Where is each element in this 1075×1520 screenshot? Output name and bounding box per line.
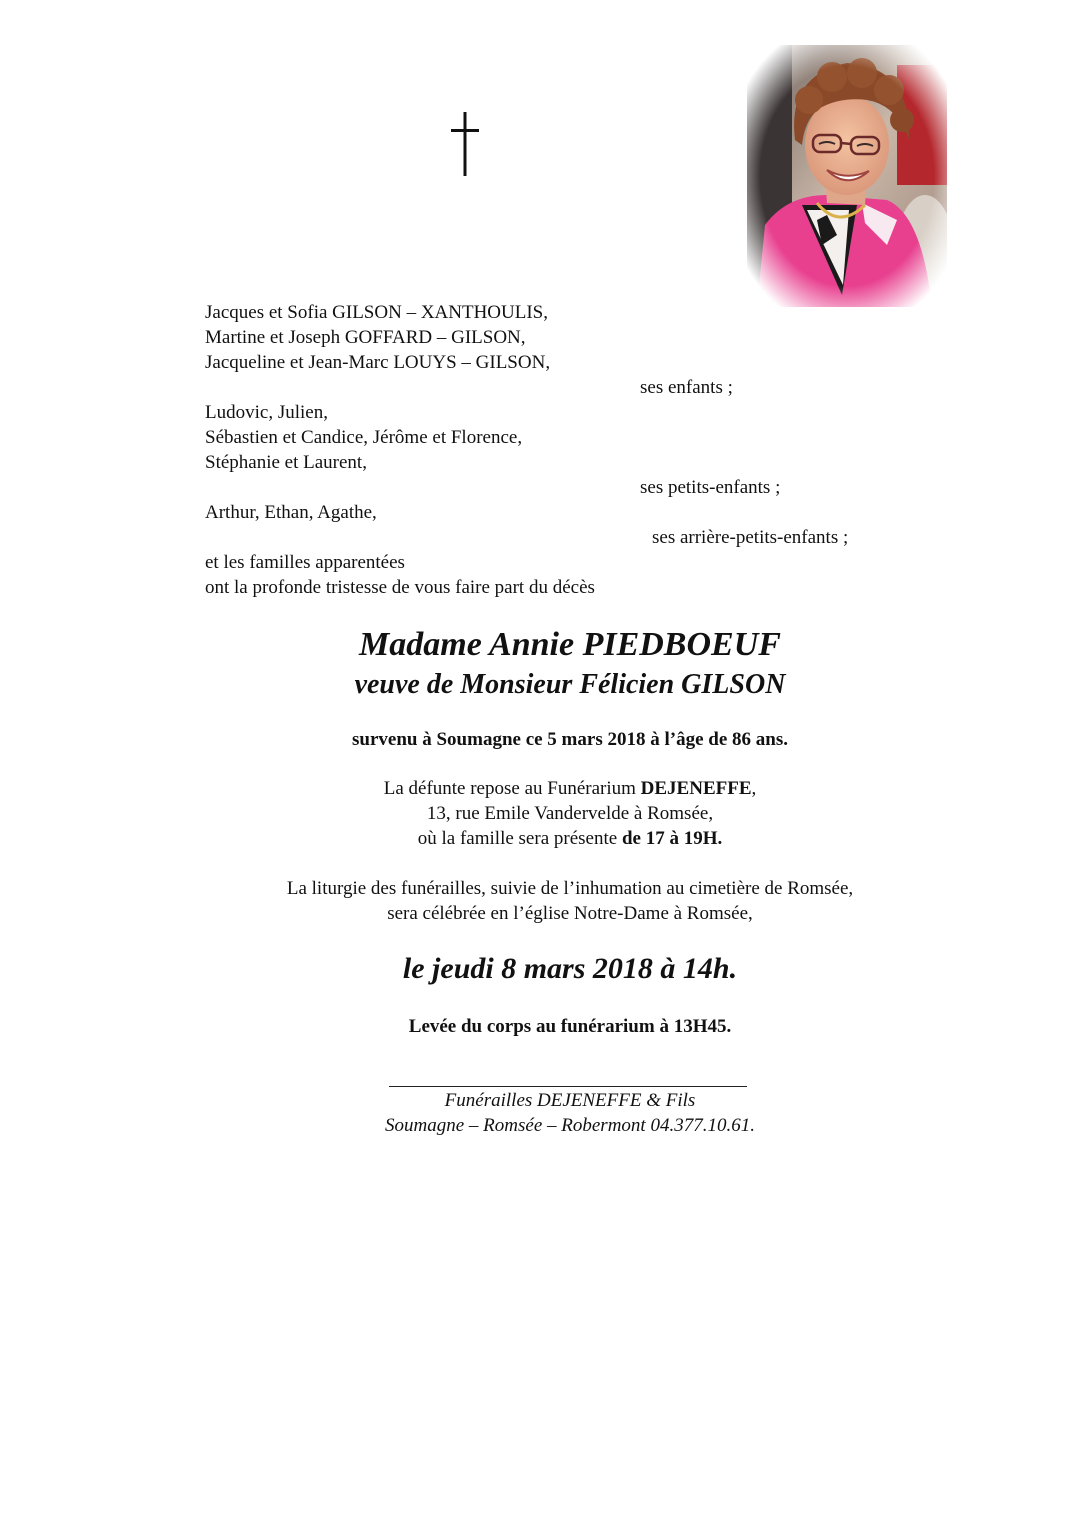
- ceremony-line-2: sera célébrée en l’église Notre-Dame à Romsée,: [387, 903, 753, 924]
- family-children-line-1: Jacques et Sofia GILSON – XANTHOULIS,: [205, 302, 549, 323]
- footer-divider: [389, 1086, 747, 1087]
- ceremony-date: le jeudi 8 mars 2018 à 14h.: [402, 952, 738, 985]
- portrait-photo: [747, 45, 947, 307]
- family-grandchildren-line-2: Sébastien et Candice, Jérôme et Florence,: [205, 427, 523, 448]
- death-info: survenu à Soumagne ce 5 mars 2018 à l’âge de 86 ans.: [352, 729, 788, 750]
- children-label: ses enfants ;: [640, 377, 733, 398]
- family-grandchildren-line-3: Stéphanie et Laurent,: [205, 452, 367, 473]
- ceremony-line-1: La liturgie des funérailles, suivie de l’inhumation au cimetière de Romsée,: [286, 878, 854, 899]
- visitation-address: 13, rue Emile Vandervelde à Romsée,: [426, 803, 714, 824]
- footer-contact: Soumagne – Romsée – Robermont 04.377.10.61.: [385, 1115, 755, 1136]
- levee-du-corps: Levée du corps au funérarium à 13H45.: [408, 1016, 732, 1037]
- grandchildren-label: ses petits-enfants ;: [640, 477, 781, 498]
- family-children-line-3: Jacqueline et Jean-Marc LOUYS – GILSON,: [205, 352, 551, 373]
- deceased-widow-of: veuve de Monsieur Félicien GILSON: [354, 669, 786, 700]
- relatives-line: et les familles apparentées: [205, 552, 405, 573]
- footer-company: Funérailles DEJENEFFE & Fils: [444, 1090, 696, 1111]
- deceased-name: Madame Annie PIEDBOEUF: [359, 626, 781, 663]
- cross-icon: [449, 112, 481, 176]
- family-children-line-2: Martine et Joseph GOFFARD – GILSON,: [205, 327, 526, 348]
- family-grandchildren-line-1: Ludovic, Julien,: [205, 402, 328, 423]
- visitation-line-3: où la famille sera présente de 17 à 19H.: [417, 828, 723, 849]
- visitation-line-1: La défunte repose au Funérarium DEJENEFFE,: [383, 778, 757, 799]
- announcement-line: ont la profonde tristesse de vous faire part du décès: [205, 577, 595, 598]
- great-grandchildren-label: ses arrière-petits-enfants ;: [652, 527, 849, 548]
- family-great-grandchildren: Arthur, Ethan, Agathe,: [205, 502, 377, 523]
